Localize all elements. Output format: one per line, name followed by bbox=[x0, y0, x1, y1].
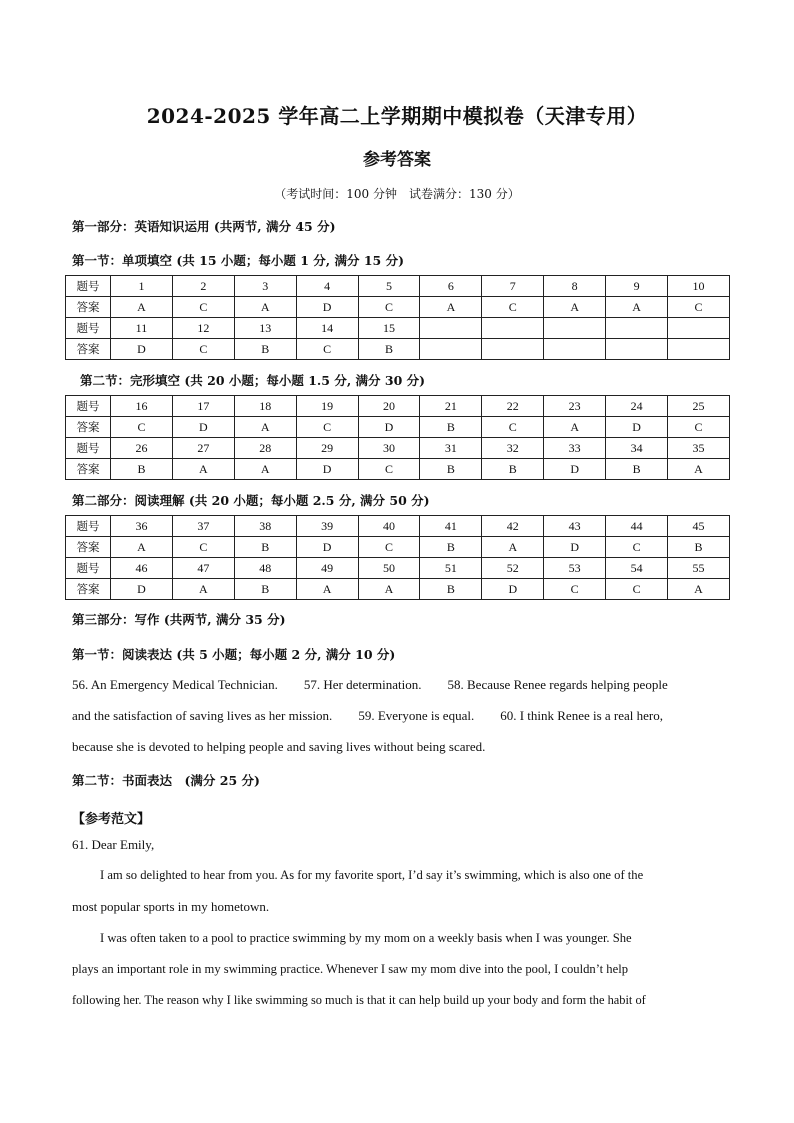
exam-info: （考试时间：100 分钟 试卷满分：130 分） bbox=[274, 187, 520, 201]
question-number-cell: 10 bbox=[668, 276, 730, 297]
essay-greeting: 61. Dear Emily, bbox=[72, 837, 155, 852]
question-number-cell: 35 bbox=[668, 438, 730, 459]
question-number-cell: 38 bbox=[234, 516, 296, 537]
answer-cell: B bbox=[420, 459, 482, 480]
answer-cell: D bbox=[111, 579, 173, 600]
question-number-cell: 19 bbox=[296, 396, 358, 417]
answer-cell: C bbox=[296, 339, 358, 360]
question-number-cell: 48 bbox=[234, 558, 296, 579]
answer-label: 答案 bbox=[66, 339, 111, 360]
question-number-cell: 23 bbox=[544, 396, 606, 417]
answer-cell: A bbox=[606, 297, 668, 318]
part1-heading: 第一部分：英语知识运用 (共两节, 满分 45 分) bbox=[72, 219, 336, 234]
answer-cell: A bbox=[172, 459, 234, 480]
question-number-cell: 52 bbox=[482, 558, 544, 579]
question-number-cell bbox=[482, 318, 544, 339]
essay-p1-line1: I am so delighted to hear from you. As for my favorite sport, I’d say it’s swimming, which is also one of the bbox=[100, 868, 644, 882]
answer-cell: C bbox=[296, 417, 358, 438]
table-row bbox=[66, 516, 730, 537]
question-number-label: 题号 bbox=[66, 318, 111, 339]
question-number-cell: 1 bbox=[111, 276, 173, 297]
question-number-cell: 2 bbox=[172, 276, 234, 297]
answer-59: 59. Everyone is equal. bbox=[358, 708, 475, 723]
answer-cell: A bbox=[234, 459, 296, 480]
question-number-cell: 24 bbox=[606, 396, 668, 417]
table-row bbox=[66, 339, 730, 360]
answer-label: 答案 bbox=[66, 459, 111, 480]
answer-table-1 bbox=[65, 275, 730, 360]
question-number-cell: 54 bbox=[606, 558, 668, 579]
answer-cell: C bbox=[482, 417, 544, 438]
answer-58-end: and the satisfaction of saving lives as her mission. bbox=[72, 708, 333, 723]
answer-cell: C bbox=[606, 579, 668, 600]
question-number-label: 题号 bbox=[66, 438, 111, 459]
table-row bbox=[66, 297, 730, 318]
answer-cell: D bbox=[358, 417, 420, 438]
table-row bbox=[66, 276, 730, 297]
answer-cell: B bbox=[234, 339, 296, 360]
question-number-cell: 37 bbox=[172, 516, 234, 537]
answer-cell bbox=[544, 339, 606, 360]
question-number-label: 题号 bbox=[66, 396, 111, 417]
answer-cell: A bbox=[172, 579, 234, 600]
question-number-cell: 22 bbox=[482, 396, 544, 417]
question-number-cell: 45 bbox=[668, 516, 730, 537]
answer-cell: A bbox=[544, 417, 606, 438]
answer-cell: B bbox=[358, 339, 420, 360]
table-row bbox=[66, 558, 730, 579]
answer-label: 答案 bbox=[66, 417, 111, 438]
table-row bbox=[66, 318, 730, 339]
page-title: 2024-2025 学年高二上学期期中模拟卷（天津专用） bbox=[146, 104, 648, 128]
answer-cell: A bbox=[420, 297, 482, 318]
answer-cell: C bbox=[544, 579, 606, 600]
question-number-cell: 13 bbox=[234, 318, 296, 339]
answer-60-start: 60. I think Renee is a real hero, bbox=[500, 708, 664, 723]
question-number-label: 题号 bbox=[66, 516, 111, 537]
question-number-cell: 27 bbox=[172, 438, 234, 459]
answer-cell: D bbox=[296, 459, 358, 480]
answer-cell: C bbox=[482, 297, 544, 318]
question-number-cell: 3 bbox=[234, 276, 296, 297]
question-number-cell: 9 bbox=[606, 276, 668, 297]
question-number-cell: 44 bbox=[606, 516, 668, 537]
question-number-cell: 18 bbox=[234, 396, 296, 417]
answer-cell: D bbox=[296, 537, 358, 558]
part1-section1-heading: 第一节：单项填空 (共 15 小题；每小题 1 分, 满分 15 分) bbox=[72, 253, 404, 268]
answer-cell: B bbox=[420, 417, 482, 438]
answer-cell: B bbox=[111, 459, 173, 480]
question-number-cell: 40 bbox=[358, 516, 420, 537]
question-number-cell: 16 bbox=[111, 396, 173, 417]
essay-p2-line1: I was often taken to a pool to practice swimming by my mom on a weekly basis when I was younger. She bbox=[100, 931, 632, 945]
reading-answers-line-2 bbox=[72, 708, 732, 724]
question-number-cell: 43 bbox=[544, 516, 606, 537]
question-number-cell: 20 bbox=[358, 396, 420, 417]
part3-heading: 第三部分：写作 (共两节, 满分 35 分) bbox=[72, 612, 286, 627]
question-number-cell: 41 bbox=[420, 516, 482, 537]
question-number-cell: 55 bbox=[668, 558, 730, 579]
answer-cell: A bbox=[482, 537, 544, 558]
part3-section1-heading: 第一节：阅读表达 (共 5 小题；每小题 2 分, 满分 10 分) bbox=[72, 647, 396, 662]
question-number-cell: 7 bbox=[482, 276, 544, 297]
question-number-cell: 15 bbox=[358, 318, 420, 339]
table-row bbox=[66, 438, 730, 459]
answer-cell: C bbox=[111, 417, 173, 438]
part1-section2-heading: 第二节：完形填空 (共 20 小题；每小题 1.5 分, 满分 30 分) bbox=[80, 373, 426, 388]
question-number-cell: 8 bbox=[544, 276, 606, 297]
answer-cell: B bbox=[668, 537, 730, 558]
answer-cell: A bbox=[358, 579, 420, 600]
essay-p2-line2: plays an important role in my swimming practice. Whenever I saw my mom dive into the pool, I couldn’t help bbox=[72, 962, 628, 976]
reading-answers-line-3: because she is devoted to helping people and saving lives without being scared. bbox=[72, 739, 486, 754]
question-number-cell: 28 bbox=[234, 438, 296, 459]
answer-cell: A bbox=[111, 297, 173, 318]
answer-cell: B bbox=[420, 537, 482, 558]
question-number-cell bbox=[544, 318, 606, 339]
answer-cell: A bbox=[668, 579, 730, 600]
question-number-cell: 12 bbox=[172, 318, 234, 339]
table-row bbox=[66, 537, 730, 558]
answer-cell: C bbox=[358, 537, 420, 558]
answer-label: 答案 bbox=[66, 579, 111, 600]
question-number-cell: 33 bbox=[544, 438, 606, 459]
question-number-cell: 14 bbox=[296, 318, 358, 339]
answer-cell: C bbox=[358, 459, 420, 480]
answer-cell: D bbox=[544, 459, 606, 480]
answer-cell: C bbox=[172, 297, 234, 318]
table-row bbox=[66, 579, 730, 600]
answer-label: 答案 bbox=[66, 537, 111, 558]
part3-section2-heading: 第二节：书面表达 (满分 25 分) bbox=[72, 773, 260, 788]
question-number-cell: 31 bbox=[420, 438, 482, 459]
table-row bbox=[66, 459, 730, 480]
answer-56: 56. An Emergency Medical Technician. bbox=[72, 677, 278, 692]
answer-cell bbox=[606, 339, 668, 360]
question-number-cell: 42 bbox=[482, 516, 544, 537]
question-number-cell: 34 bbox=[606, 438, 668, 459]
question-number-cell: 11 bbox=[111, 318, 173, 339]
answer-cell: B bbox=[420, 579, 482, 600]
question-number-cell: 32 bbox=[482, 438, 544, 459]
answer-cell: C bbox=[668, 417, 730, 438]
question-number-cell: 51 bbox=[420, 558, 482, 579]
question-number-cell: 46 bbox=[111, 558, 173, 579]
answer-cell: A bbox=[296, 579, 358, 600]
answer-cell: C bbox=[358, 297, 420, 318]
question-number-cell: 21 bbox=[420, 396, 482, 417]
answer-cell: D bbox=[111, 339, 173, 360]
question-number-label: 题号 bbox=[66, 558, 111, 579]
answer-cell: B bbox=[234, 579, 296, 600]
answer-cell: B bbox=[606, 459, 668, 480]
answer-cell: D bbox=[606, 417, 668, 438]
answer-cell: A bbox=[544, 297, 606, 318]
answer-cell: C bbox=[172, 537, 234, 558]
answer-cell: D bbox=[172, 417, 234, 438]
answer-cell bbox=[668, 339, 730, 360]
question-number-cell: 47 bbox=[172, 558, 234, 579]
question-number-cell: 5 bbox=[358, 276, 420, 297]
answer-cell: B bbox=[482, 459, 544, 480]
question-number-cell bbox=[606, 318, 668, 339]
answer-cell: C bbox=[172, 339, 234, 360]
question-number-cell bbox=[668, 318, 730, 339]
question-number-cell: 30 bbox=[358, 438, 420, 459]
page-subtitle: 参考答案 bbox=[363, 150, 431, 170]
question-number-cell bbox=[420, 318, 482, 339]
answer-cell: D bbox=[296, 297, 358, 318]
question-number-cell: 36 bbox=[111, 516, 173, 537]
table-row bbox=[66, 396, 730, 417]
question-number-cell: 53 bbox=[544, 558, 606, 579]
answer-label: 答案 bbox=[66, 297, 111, 318]
answer-table-2 bbox=[65, 395, 730, 480]
answer-cell: D bbox=[482, 579, 544, 600]
answer-cell: A bbox=[111, 537, 173, 558]
answer-57: 57. Her determination. bbox=[303, 677, 422, 692]
question-number-cell: 17 bbox=[172, 396, 234, 417]
question-number-label: 题号 bbox=[66, 276, 111, 297]
answer-cell: C bbox=[668, 297, 730, 318]
question-number-cell: 29 bbox=[296, 438, 358, 459]
question-number-cell: 39 bbox=[296, 516, 358, 537]
answer-cell bbox=[482, 339, 544, 360]
question-number-cell: 25 bbox=[668, 396, 730, 417]
question-number-cell: 50 bbox=[358, 558, 420, 579]
answer-cell bbox=[420, 339, 482, 360]
part2-heading: 第二部分：阅读理解 (共 20 小题；每小题 2.5 分, 满分 50 分) bbox=[72, 493, 430, 508]
question-number-cell: 49 bbox=[296, 558, 358, 579]
answer-cell: D bbox=[544, 537, 606, 558]
reading-answers-line-1 bbox=[72, 677, 732, 693]
question-number-cell: 4 bbox=[296, 276, 358, 297]
answer-table-3 bbox=[65, 515, 730, 600]
essay-p2-line3: following her. The reason why I like swimming so much is that it can help build up your body and form the habit of bbox=[72, 993, 646, 1007]
answer-58-start: 58. Because Renee regards helping people bbox=[447, 677, 668, 692]
answer-cell: A bbox=[234, 417, 296, 438]
essay-p1-line2: most popular sports in my hometown. bbox=[72, 899, 270, 914]
answer-cell: A bbox=[234, 297, 296, 318]
question-number-cell: 6 bbox=[420, 276, 482, 297]
sample-essay-heading: 【参考范文】 bbox=[72, 812, 151, 827]
answer-cell: C bbox=[606, 537, 668, 558]
question-number-cell: 26 bbox=[111, 438, 173, 459]
table-row bbox=[66, 417, 730, 438]
answer-cell: A bbox=[668, 459, 730, 480]
answer-cell: B bbox=[234, 537, 296, 558]
